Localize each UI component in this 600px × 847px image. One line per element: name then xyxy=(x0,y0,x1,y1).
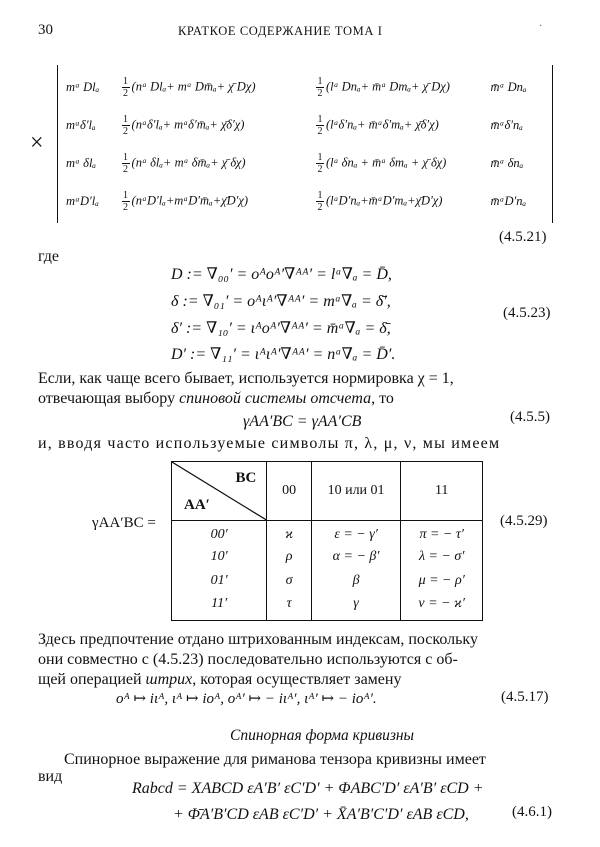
table-cell: α = − β′ xyxy=(311,545,401,569)
section-title: Спинорная форма кривизны xyxy=(230,727,415,744)
matrix-cell: $\frac{1}{2}$ (nᵃ δlₐ+ mᵃ δm̄ₐ+ χ̄ δχ) xyxy=(123,151,246,175)
formula: oᴬ ↦ iιᴬ, ιᴬ ↦ ioᴬ, oᴬ′ ↦ − iιᴬ′, ιᴬ′ ↦ − ioᴬ′. xyxy=(116,691,377,707)
row-label: 11′ xyxy=(172,593,267,621)
paragraph-line: они совместно с (4.5.23) последовательно используются с об- xyxy=(38,651,458,668)
matrix-cell: $\frac{1}{2}$ (lᵃD′nₐ+m̄ᵃD′mₐ+χ̄D′χ) xyxy=(317,189,443,213)
table-cell: ρ xyxy=(267,545,311,569)
table-row xyxy=(172,569,483,593)
definition-line: δ′ := ∇₁₀′ = ιᴬoᴬ′∇ᴬᴬ′ = m̄ᵃ∇ₐ = δ̄, xyxy=(171,320,391,337)
equation-number: (4.5.29) xyxy=(500,513,548,529)
equation-number: (4.5.5) xyxy=(510,409,550,425)
table-cell: μ = − ρ′ xyxy=(401,569,483,593)
table-header-row xyxy=(172,462,483,521)
paragraph-line: вид xyxy=(38,768,63,785)
paragraph-line: Если, как чаще всего бывает, используется нормировка χ = 1, xyxy=(38,370,454,387)
equation-number: (4.5.17) xyxy=(501,689,549,705)
matrix-cell: mᵃδ′lₐ xyxy=(66,117,96,132)
table-cell: γ xyxy=(311,593,401,621)
matrix-cell: $\frac{1}{2}$ (nᵃ Dlₐ+ mᵃ Dm̄ₐ+ χ̄ Dχ) xyxy=(123,75,256,99)
times-sign: × xyxy=(30,130,44,156)
one-half: $\frac{1}{2}$ xyxy=(123,113,129,137)
running-title: КРАТКОЕ СОДЕРЖАНИЕ ТОМА I xyxy=(178,24,383,38)
row-label: 00′ xyxy=(172,521,267,545)
formula: γAA′BC = γAA′CB xyxy=(243,413,362,430)
matrix-cell: mᵃD′lₐ xyxy=(66,193,99,208)
matrix-cell: mᵃ δlₐ xyxy=(66,155,97,170)
row-label: 10′ xyxy=(172,545,267,569)
table-row xyxy=(172,593,483,621)
table-cell: β xyxy=(311,569,401,593)
one-half: $\frac{1}{2}$ xyxy=(317,75,323,99)
equation-number: (4.5.21) xyxy=(499,229,547,245)
corner-label-aa: AA′ xyxy=(184,497,210,513)
one-half: $\frac{1}{2}$ xyxy=(123,151,129,175)
gamma-lhs: γAA′BC = xyxy=(92,515,156,531)
matrix-cell: $\frac{1}{2}$ (nᵃδ′lₐ+ mᵃδ′m̄ₐ+ χ̄δ′χ) xyxy=(123,113,245,137)
table-cell: σ xyxy=(267,569,311,593)
matrix-row xyxy=(66,109,548,141)
column-header: 11 xyxy=(401,462,483,521)
definition-line: δ := ∇₀₁′ = oᴬιᴬ′∇ᴬᴬ′ = mᵃ∇ₐ = δ̄′, xyxy=(171,293,391,310)
matrix-cell: m̄ᵃδ′nₐ xyxy=(490,117,523,132)
table-cell: ε = − γ′ xyxy=(311,521,401,545)
matrix-cell: mᵃ Dlₐ xyxy=(66,79,100,94)
table-cell: π = − τ′ xyxy=(401,521,483,545)
definition-line: D := ∇₀₀′ = oᴬoᴬ′∇ᴬᴬ′ = lᵃ∇ₐ = D̄, xyxy=(171,266,392,283)
corner-label-bc: BC xyxy=(235,470,257,486)
table-cell: λ = − σ′ xyxy=(401,545,483,569)
matrix-row xyxy=(66,147,548,179)
where-word: где xyxy=(38,248,60,265)
matrix-cell: $\frac{1}{2}$ (nᵃD′lₐ+mᵃD′m̄ₐ+χ̄D′χ) xyxy=(123,189,249,213)
paragraph-line: щей операцией штрих, которая осуществляет замену xyxy=(38,671,402,688)
paragraph-line: Спинорное выражение для риманова тензора кривизны имеет xyxy=(64,751,486,768)
one-half: $\frac{1}{2}$ xyxy=(123,75,129,99)
one-half: $\frac{1}{2}$ xyxy=(123,189,129,213)
definition-line: D′ := ∇₁₁′ = ιᴬιᴬ′∇ᴬᴬ′ = nᵃ∇ₐ = D̄′. xyxy=(171,346,396,363)
table-row xyxy=(172,521,483,545)
formula: + Φ̄A′B′CD εAB εC′D′ + X̄A′B′C′D′ εAB εCD, xyxy=(173,806,469,823)
matrix-cell: m̄ᵃ Dnₐ xyxy=(490,79,527,94)
formula: Rabcd = XABCD εA′B′ εC′D′ + ΦABC′D′ εA′B′ εCD + xyxy=(132,780,484,797)
corner-mark: · xyxy=(539,21,543,32)
corner-cell xyxy=(172,462,267,521)
column-header: 10 или 01 xyxy=(311,462,401,521)
matrix-cell: $\frac{1}{2}$ (lᵃ δnₐ + m̄ᵃ δmₐ + χ̄ δχ) xyxy=(317,151,447,175)
matrix-cell: $\frac{1}{2}$ (lᵃδ′nₐ+ m̄ᵃδ′mₐ+ χ̄δ′χ) xyxy=(317,113,439,137)
table-cell: ν = − ϰ′ xyxy=(401,593,483,621)
paragraph-line: Здесь предпочтение отдано штрихованным индексам, поскольку xyxy=(38,631,478,648)
paragraph-line: и, вводя часто используемые символы π, λ, μ, ν, мы имеем xyxy=(38,435,501,452)
matrix-row xyxy=(66,185,548,217)
one-half: $\frac{1}{2}$ xyxy=(317,113,323,137)
table-row xyxy=(172,545,483,569)
connection-matrix xyxy=(57,65,553,223)
matrix-cell: $\frac{1}{2}$ (lᵃ Dnₐ+ m̄ᵃ Dmₐ+ χ̄ Dχ) xyxy=(317,75,450,99)
row-label: 01′ xyxy=(172,569,267,593)
spin-coefficient-table xyxy=(171,461,483,621)
matrix-cell: m̄ᵃ δnₐ xyxy=(490,155,524,170)
table-cell: ϰ xyxy=(267,521,311,545)
matrix-cell: m̄ᵃD′nₐ xyxy=(490,193,527,208)
page-number: 30 xyxy=(38,22,53,38)
one-half: $\frac{1}{2}$ xyxy=(317,189,323,213)
matrix-row xyxy=(66,71,548,103)
table-cell: τ xyxy=(267,593,311,621)
paragraph-line: отвечающая выбору спиновой системы отсчета, то xyxy=(38,390,394,407)
equation-number: (4.5.23) xyxy=(503,305,551,321)
equation-number: (4.6.1) xyxy=(512,804,552,820)
one-half: $\frac{1}{2}$ xyxy=(317,151,323,175)
column-header: 00 xyxy=(267,462,311,521)
